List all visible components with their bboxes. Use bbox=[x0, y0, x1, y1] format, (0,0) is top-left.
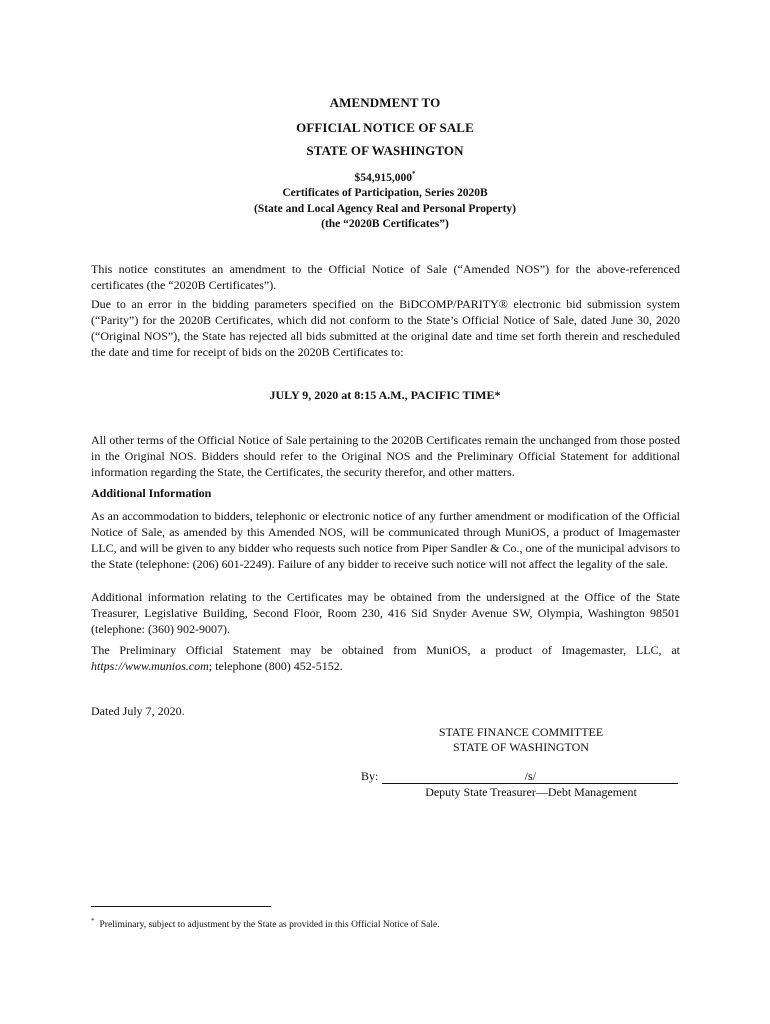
issue-amount bbox=[0, 172, 770, 184]
signer-title: Deputy State Treasurer—Debt Management bbox=[425, 785, 637, 799]
footnote-divider bbox=[91, 906, 271, 907]
footnote-mark: * bbox=[91, 917, 95, 925]
pos-text-start: The Preliminary Official Statement may be obtained from MuniOS, a product of Imagemaster, LLC, at bbox=[91, 643, 680, 657]
dated-line: Dated July 7, 2020. bbox=[91, 704, 185, 718]
by-label: By: bbox=[361, 769, 379, 783]
rescheduled-date: JULY 9, 2020 at 8:15 A.M., PACIFIC TIME* bbox=[269, 388, 501, 402]
munios-link[interactable]: https://www.munios.com bbox=[91, 659, 209, 673]
paragraph-accommodation: As an accommodation to bidders, telephonic or electronic notice of any further amendment or modification of the Official Notice of Sale, as amended by this Amended NOS, will be communicated through MuniOS, a product of Imagemaster LLC, and will be given to any bidder who requests such notice from Piper Sandler & Co., one of the municipal advisors to the State (telephone: (206) 601-2249). Failure of any bidder to receive such notice will not affect the legality of the sale. bbox=[91, 509, 680, 571]
footnote-text: Preliminary, subject to adjustment by the State as provided in this Official Notice of Sale. bbox=[99, 920, 440, 931]
issue-amount-value: $54,915,000 bbox=[354, 172, 412, 184]
paragraph-other-terms: All other terms of the Official Notice of Sale pertaining to the 2020B Certificates remain the unchanged from those posted in the Original NOS. Bidders should refer to the Original NOS and the Preliminary Official Statement for additional information regarding the State, the Certificates, the security therefor, and other matters. bbox=[91, 433, 680, 479]
pos-text-end: ; telephone (800) 452-5152. bbox=[208, 659, 343, 673]
signature-line bbox=[361, 769, 678, 784]
paragraph-intro: This notice constitutes an amendment to the Official Notice of Sale (“Amended NOS”) for the above-referenced certificates (the “2020B Certificates”). bbox=[91, 262, 680, 292]
title-line-2: OFFICIAL NOTICE OF SALE bbox=[296, 120, 474, 135]
issue-name: Certificates of Participation, Series 2020B bbox=[282, 187, 488, 199]
paragraph-error: Due to an error in the bidding parameters specified on the BiDCOMP/PARITY® electronic bid submission system (“Parity”) for the 2020B Certificates, which did not conform to the State’s Official Notice of Sale, dated June 30, 2020 (“Original NOS”), the State has rejected all bids submitted at the original date and time set forth therein and rescheduled the date and time for receipt of bids on the 2020B Certificates to: bbox=[91, 297, 680, 359]
paragraph-office-info: Additional information relating to the Certificates may be obtained from the undersigned at the Office of the State Treasurer, Legislative Building, Second Floor, Room 230, 416 Sid Snyder Avenue SW, Olympia, Washington 98501 (telephone: (360) 902-9007). bbox=[91, 590, 680, 636]
issue-amount-mark: * bbox=[412, 170, 416, 179]
paragraph-preliminary-statement bbox=[91, 642, 680, 674]
signature-org-2: STATE OF WASHINGTON bbox=[453, 740, 589, 754]
issue-short-name: (the “2020B Certificates”) bbox=[321, 218, 449, 230]
footnote bbox=[91, 917, 440, 930]
signature-value: /s/ bbox=[382, 769, 678, 784]
signature-org-1: STATE FINANCE COMMITTEE bbox=[438, 725, 604, 739]
title-line-1: AMENDMENT TO bbox=[329, 95, 441, 110]
issue-property: (State and Local Agency Real and Personal Property) bbox=[253, 203, 517, 215]
title-line-3: STATE OF WASHINGTON bbox=[306, 143, 464, 158]
additional-info-heading: Additional Information bbox=[91, 486, 212, 500]
